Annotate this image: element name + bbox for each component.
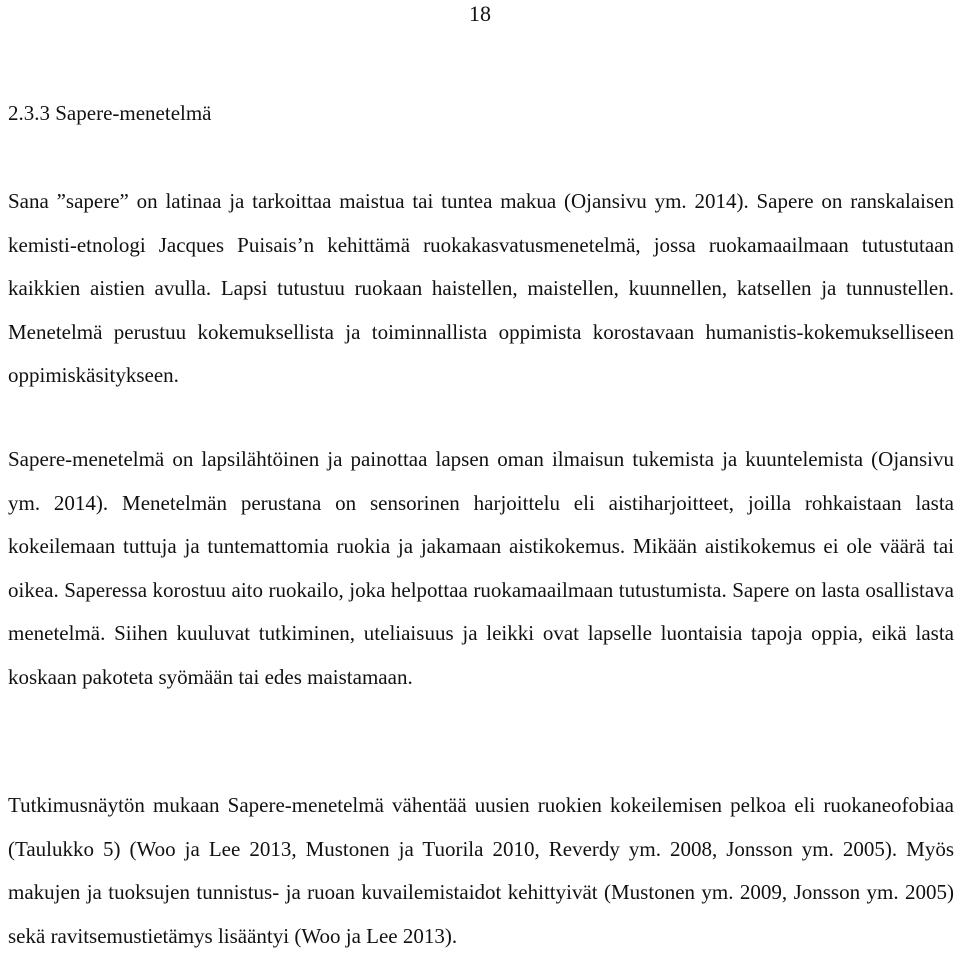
paragraph-2: Sapere-menetelmä on lapsilähtöinen ja painottaa lapsen oman ilmaisun tukemista ja kuuntelemista (Ojansivu ym. 2014). Menetelmän perustana on sensorinen harjoittelu eli aistiharjoitteet, joilla rohkaistaan lasta kokeilemaan tuttuja ja tuntemattomia ruokia ja jakamaan aistikokemus. Mikään aistikokemus ei ole väärä tai oikea. Saperessa korostuu aito ruokailo, joka helpottaa ruokamaailmaan tutustumista. Sapere on lasta osallistava menetelmä. Siihen kuuluvat tutkiminen, uteliaisuus ja leikki ovat lapselle luontaisia tapoja oppia, eikä lasta koskaan pakoteta syömään tai edes maistamaan. <box>8 447 954 689</box>
page-number: 18 <box>469 1 491 26</box>
paragraph-1: Sana ”sapere” on latinaa ja tarkoittaa maistua tai tuntea makua (Ojansivu ym. 2014). Sapere on ranskalaisen kemisti-etnologi Jacques Puisais’n kehittämä ruokakasvatusmenetelmä, jossa ruokamaailmaan tutustutaan kaikkien aistien avulla. Lapsi tutustuu ruokaan haistellen, maistellen, kuunnellen, katsellen ja tunnustellen. Menetelmä perustuu kokemuksellista ja toiminnallista oppimista korostavaan humanistis-kokemukselliseen oppimiskäsitykseen. <box>8 189 954 388</box>
paragraph-3: Tutkimusnäytön mukaan Sapere-menetelmä vähentää uusien ruokien kokeilemisen pelkoa eli ruokaneofobiaa (Taulukko 5) (Woo ja Lee 2013, Mustonen ja Tuorila 2010, Reverdy ym. 2008, Jonsson ym. 2005). Myös makujen ja tuoksujen tunnistus- ja ruoan kuvailemistaidot kehittyivät (Mustonen ym. 2009, Jonsson ym. 2005) sekä ravitsemustietämys lisääntyi (Woo ja Lee 2013). <box>8 793 954 948</box>
section-heading: 2.3.3 Sapere-menetelmä <box>8 101 212 125</box>
